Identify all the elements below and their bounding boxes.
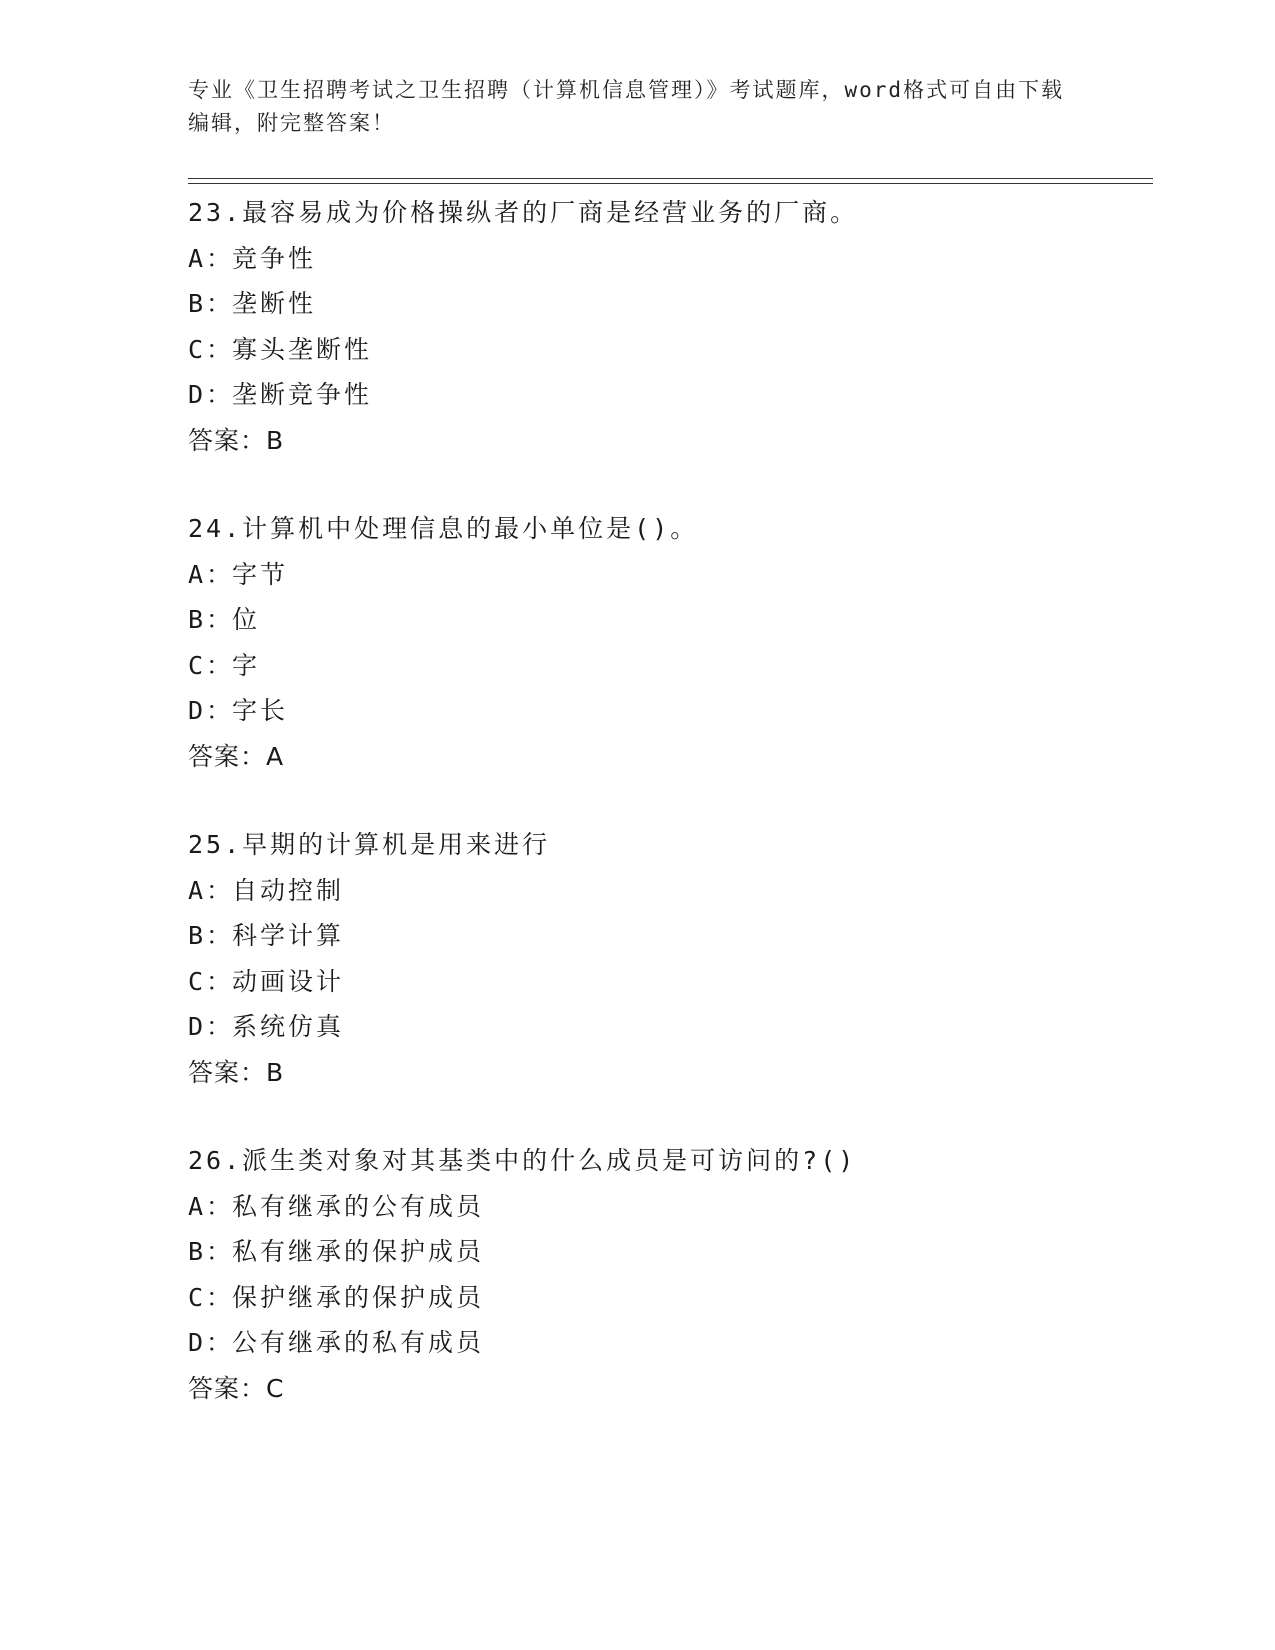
question-stem: 26.派生类对象对其基类中的什么成员是可访问的?() <box>188 1146 857 1175</box>
option-key: C： <box>188 966 235 996</box>
question-stem: 24.计算机中处理信息的最小单位是()。 <box>188 514 699 543</box>
divider-line-bottom <box>188 183 1153 184</box>
option-text: 自动控制 <box>232 875 345 905</box>
option-key: A： <box>188 875 235 905</box>
option-key: A： <box>188 243 235 273</box>
option-a <box>188 552 1148 598</box>
option-b <box>188 913 1148 959</box>
option-text: 系统仿真 <box>232 1012 345 1041</box>
answer-line: 答案：A <box>188 741 285 771</box>
option-c <box>188 959 1148 1005</box>
option-key: C： <box>188 334 235 364</box>
option-d <box>188 688 1148 734</box>
option-text: 字节 <box>232 559 289 589</box>
question-26 <box>188 1138 1148 1411</box>
option-key: D： <box>188 696 235 725</box>
option-text: 公有继承的私有成员 <box>232 1328 485 1357</box>
option-c <box>188 643 1148 689</box>
option-a <box>188 1184 1148 1230</box>
option-d <box>188 372 1148 418</box>
question-stem: 23.最容易成为价格操纵者的厂商是经营业务的厂商。 <box>188 198 859 227</box>
option-key: D： <box>188 1012 235 1041</box>
option-d <box>188 1320 1148 1366</box>
option-text: 科学计算 <box>232 921 345 950</box>
option-text: 竞争性 <box>232 243 317 273</box>
option-text: 垄断竞争性 <box>232 380 373 409</box>
option-text: 字长 <box>232 696 289 725</box>
option-b <box>188 597 1148 643</box>
option-text: 动画设计 <box>232 966 345 996</box>
option-key: C： <box>188 1282 235 1312</box>
option-key: B： <box>188 289 235 318</box>
option-b <box>188 1229 1148 1275</box>
option-text: 保护继承的保护成员 <box>232 1282 485 1312</box>
option-c <box>188 1275 1148 1321</box>
option-a <box>188 236 1148 282</box>
option-key: A： <box>188 1191 235 1221</box>
option-key: D： <box>188 1328 235 1357</box>
option-key: A： <box>188 559 235 589</box>
question-stem: 25.早期的计算机是用来进行 <box>188 830 551 859</box>
option-a <box>188 868 1148 914</box>
answer-line: 答案：B <box>188 425 285 455</box>
option-text: 垄断性 <box>232 289 317 318</box>
question-25 <box>188 822 1148 1095</box>
option-b <box>188 281 1148 327</box>
divider-line-top <box>188 178 1153 179</box>
option-text: 私有继承的保护成员 <box>232 1237 485 1266</box>
option-key: B： <box>188 1237 235 1266</box>
question-23 <box>188 190 1148 463</box>
option-text: 字 <box>232 650 261 680</box>
option-d <box>188 1004 1148 1050</box>
option-text: 私有继承的公有成员 <box>232 1191 485 1221</box>
option-text: 位 <box>232 605 261 634</box>
document-intro: 专业《卫生招聘考试之卫生招聘（计算机信息管理）》考试题库，word格式可自由下载编辑，附完整答案！ <box>188 78 1065 135</box>
option-text: 寡头垄断性 <box>232 334 373 364</box>
question-list <box>188 190 1148 1411</box>
option-key: B： <box>188 605 235 634</box>
question-24 <box>188 506 1148 779</box>
answer-line: 答案：B <box>188 1057 285 1087</box>
option-key: D： <box>188 380 235 409</box>
option-key: B： <box>188 921 235 950</box>
answer-line: 答案：C <box>188 1373 285 1403</box>
option-c <box>188 327 1148 373</box>
option-key: C： <box>188 650 235 680</box>
